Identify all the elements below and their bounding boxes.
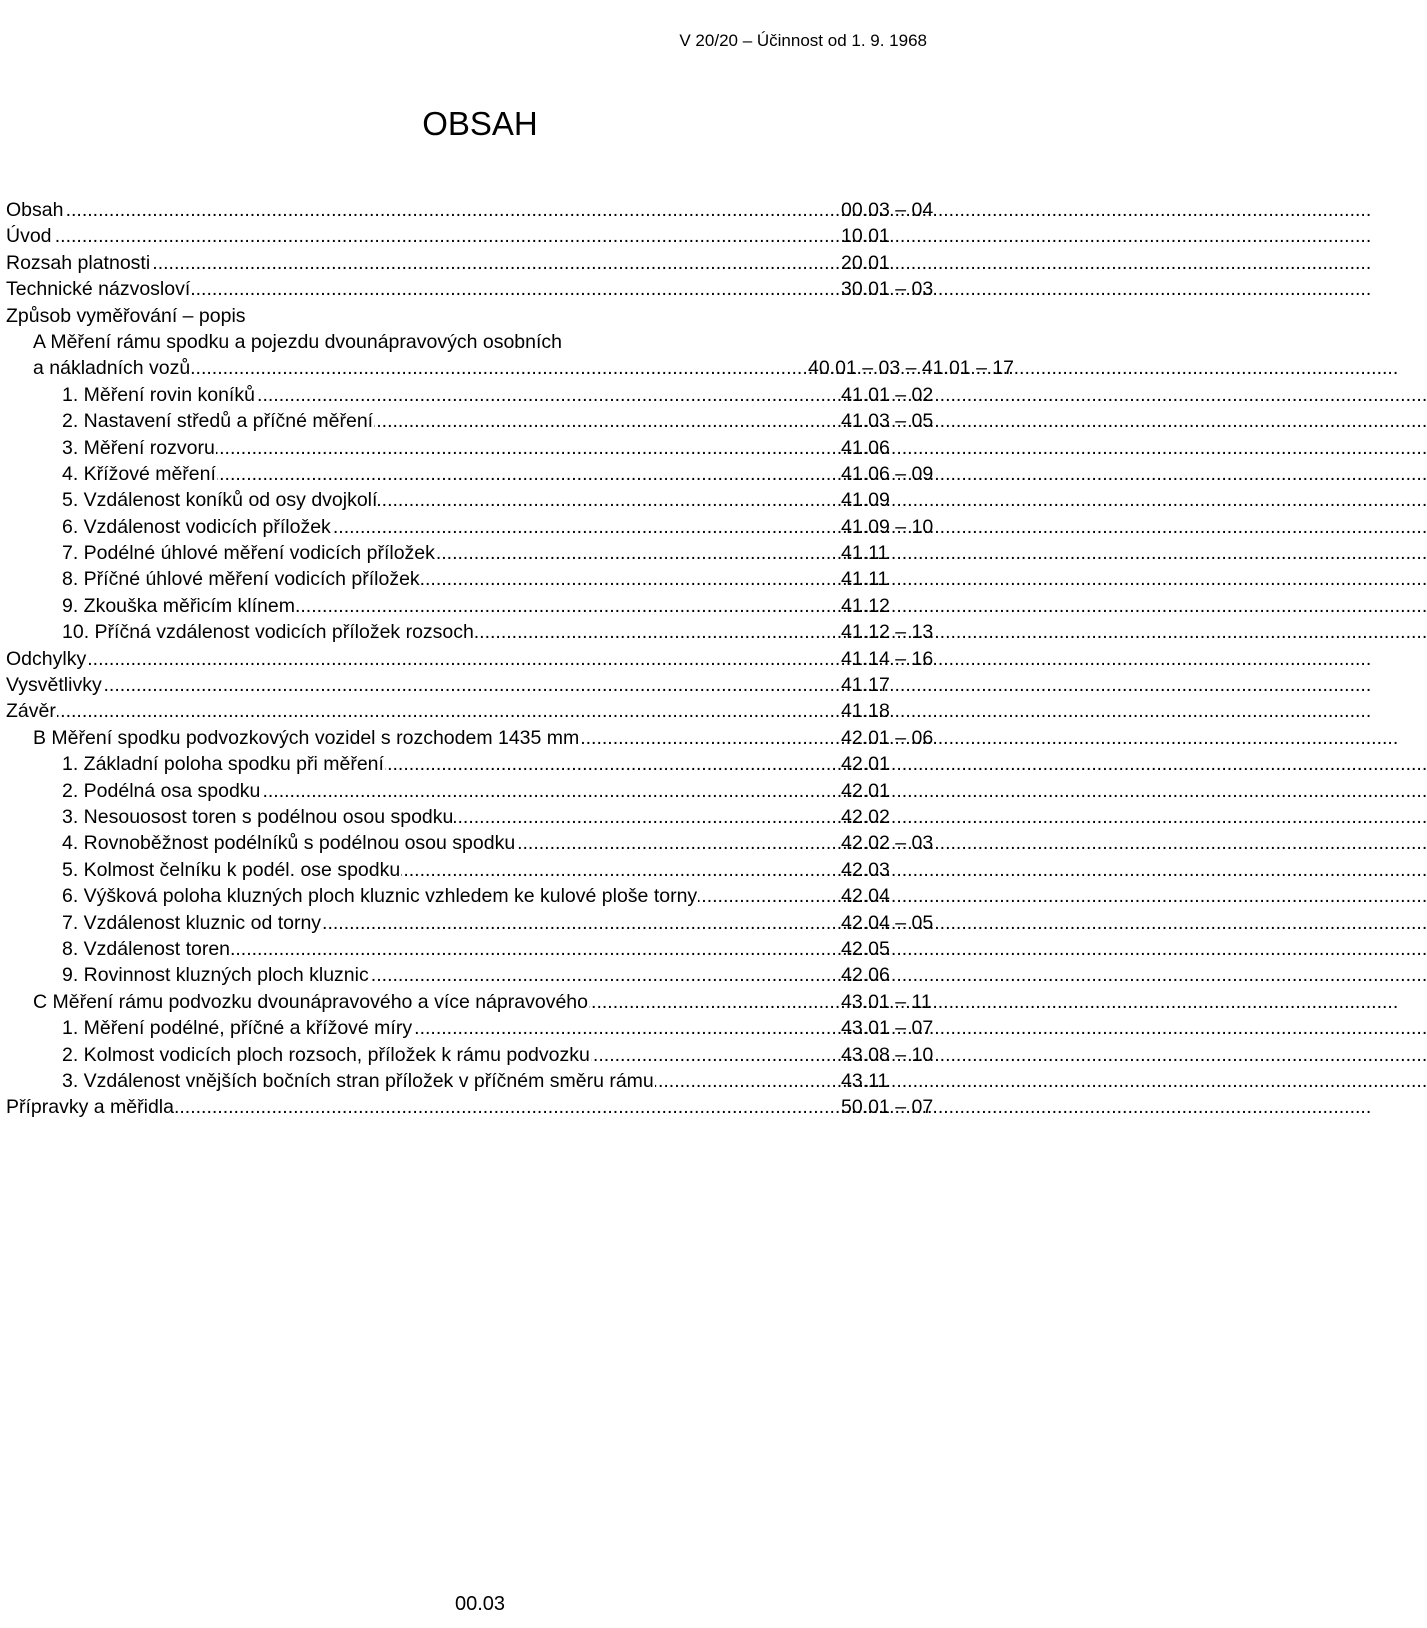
toc-entry (62, 566, 960, 592)
toc-entry (6, 223, 960, 249)
toc-entry (62, 461, 960, 487)
toc-entry-page: 41.11 (841, 568, 889, 591)
dot-leader (6, 698, 848, 724)
toc-entry-page: 42.01 (841, 753, 890, 776)
toc-entry (62, 857, 960, 883)
toc-entry-page: 40.01 – 03 – 41.01 – 17 (808, 357, 1015, 380)
toc-entry-label: 1. Měření podélné, příčné a křížové míry (62, 1015, 413, 1041)
toc-entry (62, 804, 960, 830)
toc-entry-page: 41.17 (841, 674, 890, 697)
toc-entry-label: 1. Základní poloha spodku při měření (62, 751, 385, 777)
toc-entry (62, 883, 960, 909)
toc-entry (62, 514, 960, 540)
toc-entry (62, 910, 960, 936)
toc-entry-page: 30.01 – 03 (841, 278, 934, 301)
toc-entry-label: C Měření rámu podvozku dvounápravového a více nápravového (33, 989, 589, 1015)
toc-entry-page: 10.01 (841, 225, 890, 248)
toc-entry-label: 7. Podélné úhlové měření vodicích příložek (62, 540, 436, 566)
toc-entry-label: B Měření spodku podvozkových vozidel s rozchodem 1435 mm (33, 725, 580, 751)
toc-entry-page: 42.03 (841, 858, 890, 881)
document-header: V 20/20 – Účinnost od 1. 9. 1968 (679, 31, 927, 50)
toc-entry-label: 7. Vzdálenost kluznic od torny (62, 910, 322, 936)
toc-entry (62, 962, 960, 988)
toc-entry-label: 6. Výšková poloha kluzných ploch kluznic vzhledem ke kulové ploše torny (62, 883, 698, 909)
table-of-contents (0, 197, 1015, 1121)
toc-entry (62, 593, 960, 619)
toc-entry (62, 751, 960, 777)
toc-entry (62, 487, 960, 513)
toc-entry-page: 42.02 (841, 805, 890, 828)
toc-entry-label: Odchylky (6, 646, 87, 672)
toc-heading (33, 329, 960, 355)
toc-entry-label: Rozsah platnosti (6, 250, 151, 276)
toc-entry-label: Technické názvosloví (6, 276, 191, 302)
toc-entry-label: 4. Křížové měření (62, 461, 217, 487)
toc-entry-page: 41.12 (841, 594, 890, 617)
toc-entry-page: 41.06 – 09 (841, 462, 934, 485)
toc-entry (62, 619, 960, 645)
page-number: 00.03 (454, 1593, 506, 1615)
toc-entry-label: 3. Měření rozvoru (62, 435, 216, 461)
toc-entry-page: 00.03 – 04 (841, 199, 934, 221)
toc-entry (62, 435, 960, 461)
dot-leader (6, 223, 848, 249)
toc-entry-label: 2. Podélná osa spodku (62, 778, 261, 804)
toc-entry (62, 778, 960, 804)
toc-entry-page: 41.12 – 13 (841, 621, 934, 644)
toc-entry-page: 42.06 (841, 964, 890, 987)
toc-entry-label: 6. Vzdálenost vodicích příložek (62, 514, 332, 540)
toc-entry (6, 672, 960, 698)
toc-entry-label: 8. Příčné úhlové měření vodicích příložek (62, 566, 421, 592)
toc-entry (33, 725, 960, 751)
toc-entry-page: 41.06 (841, 436, 890, 459)
toc-entry-page: 43.08 – 10 (841, 1043, 934, 1066)
toc-entry-label: 2. Nastavení středů a příčné měření (62, 408, 374, 434)
toc-entry-page: 42.02 – 03 (841, 832, 934, 855)
toc-entry-label: 4. Rovnoběžnost podélníků s podélnou osou spodku (62, 830, 516, 856)
toc-entry-label: 1. Měření rovin koníků (62, 382, 256, 408)
toc-entry-page: 42.04 (841, 885, 890, 908)
toc-entry-label: Přípravky a měřidla (6, 1094, 175, 1120)
toc-entry-label: 8. Vzdálenost toren (62, 936, 231, 962)
toc-entry-label: 5. Kolmost čelníku k podél. ose spodku (62, 857, 401, 883)
toc-entry (6, 646, 960, 672)
toc-entry (62, 540, 960, 566)
toc-entry-label: 9. Rovinnost kluzných ploch kluznic (62, 962, 370, 988)
toc-entry-page: 42.01 – 06 (841, 726, 934, 749)
toc-entry-page: 20.01 (841, 251, 890, 274)
toc-entry (33, 355, 1015, 381)
toc-entry-page: 41.01 – 02 (841, 383, 934, 406)
toc-entry (6, 1094, 960, 1120)
toc-heading (6, 303, 960, 329)
toc-entry-page: 41.03 – 05 (841, 410, 934, 433)
dot-leader (6, 672, 848, 698)
toc-entry (62, 1068, 960, 1094)
toc-entry (62, 830, 960, 856)
toc-entry-page: 43.11 (841, 1069, 889, 1092)
toc-entry-page: 41.14 – 16 (841, 647, 934, 670)
toc-entry-label: 3. Nesouosost toren s podélnou osou spodku (62, 804, 454, 830)
toc-entry-page: 42.05 (841, 937, 890, 960)
toc-entry (62, 382, 960, 408)
dot-leader (6, 197, 848, 223)
toc-entry-page: 41.11 (841, 542, 889, 565)
toc-entry-page: 43.01 – 07 (841, 1017, 934, 1040)
toc-entry (62, 1015, 960, 1041)
toc-entry (62, 1042, 960, 1068)
toc-heading-label: Způsob vyměřování – popis (6, 303, 247, 329)
toc-entry (62, 408, 960, 434)
toc-entry (6, 276, 960, 302)
toc-entry-page: 41.09 (841, 489, 890, 512)
toc-entry (6, 250, 960, 276)
dot-leader (6, 646, 848, 672)
toc-heading-label: A Měření rámu spodku a pojezdu dvounápravových osobních (33, 329, 563, 355)
toc-entry-label: a nákladních vozů (33, 355, 191, 381)
toc-entry (6, 698, 960, 724)
toc-entry-label: 3. Vzdálenost vnějších bočních stran příložek v příčném směru rámu (62, 1068, 655, 1094)
page-title: OBSAH (422, 105, 538, 142)
toc-entry-label: Úvod (6, 223, 53, 249)
toc-entry-label: 5. Vzdálenost koníků od osy dvojkolí (62, 487, 378, 513)
toc-entry-page: 41.18 (841, 700, 890, 723)
toc-entry-label: Obsah (6, 197, 64, 223)
toc-entry-page: 41.09 – 10 (841, 515, 934, 538)
toc-entry-page: 42.01 (841, 779, 890, 802)
toc-entry-page: 42.04 – 05 (841, 911, 934, 934)
toc-entry-label: 9. Zkouška měřicím klínem (62, 593, 296, 619)
toc-entry-label: Vysvětlivky (6, 672, 103, 698)
toc-entry-label: 10. Příčná vzdálenost vodicích příložek rozsoch (62, 619, 475, 645)
toc-entry-label: Závěr (6, 698, 57, 724)
toc-entry (62, 936, 960, 962)
toc-entry-page: 43.01 – 11 (841, 990, 932, 1013)
toc-entry-page: 50.01 – 07 (841, 1096, 934, 1119)
toc-entry (6, 197, 960, 223)
toc-entry-label: 2. Kolmost vodicích ploch rozsoch, příložek k rámu podvozku (62, 1042, 591, 1068)
toc-entry (33, 989, 960, 1015)
